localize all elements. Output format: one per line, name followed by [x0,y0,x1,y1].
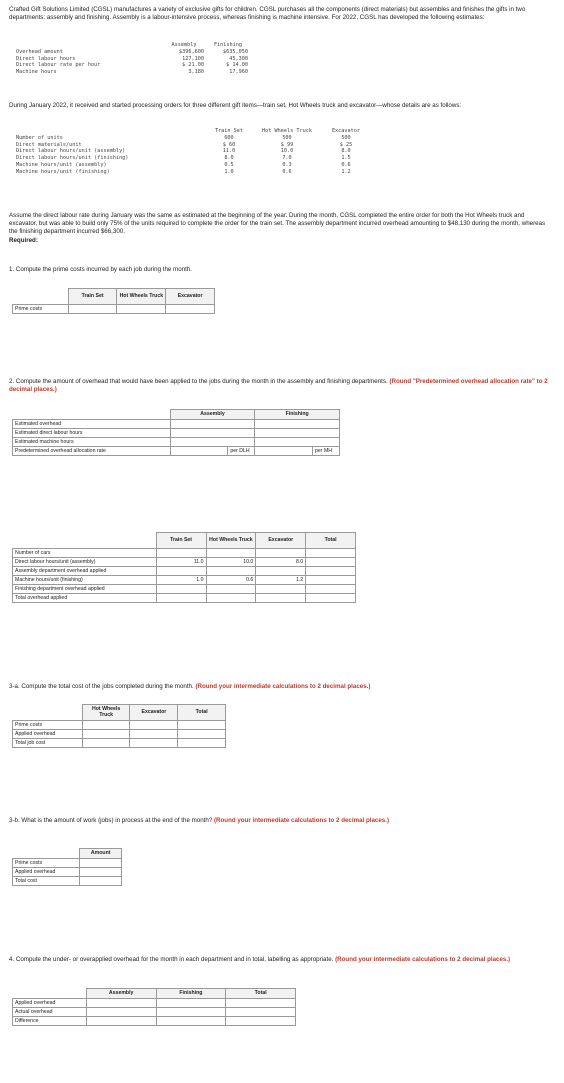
q3b-input-cell[interactable] [80,877,122,886]
q3a-input-cell[interactable] [178,730,226,739]
jobs-value: 11.0 [222,148,236,155]
q2b-input-cell[interactable] [156,567,206,576]
q3b-row-label: Prime costs [13,859,80,868]
jobs-label: Machine hours/unit (assembly) [16,161,107,168]
q2b-input-cell[interactable] [206,549,256,558]
q2b-input-cell[interactable] [256,567,306,576]
estimates-label: Overhead amount [16,48,63,55]
q1-header: Hot Wheels Truck [117,289,166,305]
q4-input-cell[interactable] [86,1008,156,1017]
q2-header: Finishing [255,410,340,420]
q2b-input-cell[interactable] [206,585,256,594]
q2b-row-label: Machine hours/unit (finishing) [13,576,157,585]
q4-text [9,956,549,964]
q2b-input-cell[interactable] [306,594,356,603]
q3a-input-cell[interactable] [130,739,178,748]
jobs-header-excavator: Excavator [331,128,361,134]
q4-row-label: Actual overhead [13,1008,87,1017]
q2b-input-cell[interactable] [306,576,356,585]
q3a-question: 3-a. Compute the total cost of the jobs completed during the month. [9,683,194,690]
q2b-table [12,532,356,603]
q2b-value: 11.0 [156,558,206,567]
q1-header: Train Set [68,289,117,305]
q3a-input-cell[interactable] [82,739,130,748]
q4-input-cell[interactable] [226,1008,296,1017]
q2-row-label: Estimated machine hours [13,438,171,447]
q3b-note: (Round your intermediate calculations to 2 decimal places.) [214,817,390,824]
q4-input-cell[interactable] [156,1008,226,1017]
q4-row-label: Difference [13,1017,87,1026]
jobs-value: 0.6 [282,168,292,175]
q2b-value: 1.0 [156,576,206,585]
q3a-row-label: Total job cost [13,739,83,748]
q4-input-cell[interactable] [226,999,296,1008]
q4-input-cell[interactable] [86,1017,156,1026]
jobs-value: 1.2 [341,168,351,175]
estimates-value: 45,300 [229,55,248,62]
q1-row-label: Prime costs [13,305,69,314]
q2b-input-cell[interactable] [156,585,206,594]
q2b-input-cell[interactable] [256,585,306,594]
jobs-value: 1.5 [341,155,351,162]
q2b-input-cell[interactable] [306,549,356,558]
estimates-label: Direct labour rate per hour [16,62,101,69]
jobs-label: Direct labour hours/unit (assembly) [16,148,126,155]
q3a-input-cell[interactable] [82,730,130,739]
intro-paragraph: Crafted Gift Solutions Limited (CGSL) manufactures a variety of exclusive gifts for children. CGSL purchases all the components (direct materials) but assembles and finishes the gifts in two departments: assembly and finishing. Assembly is a labour-intensive process, whereas finishing is machine intensive. For 2022, CGSL has developed the following estimates: [9,6,526,22]
estimates-table [14,42,250,76]
jobs-header-train-set: Train Set [214,128,244,134]
q2-input-cell[interactable] [255,420,340,429]
q2b-row-label: Total overhead applied [13,594,157,603]
q2-row-label: Estimated overhead [13,420,171,429]
q3b-input-cell[interactable] [80,859,122,868]
jobs-value: 8.0 [341,148,351,155]
q2-header: Assembly [170,410,255,420]
q4-question: 4. Compute the under- or overapplied overhead for the month in each department and in total, labelling as appropriate. [9,956,334,963]
q4-header: Finishing [156,989,226,999]
q3a-input-cell[interactable] [82,721,130,730]
assume-text: Assume the direct labour rate during January was the same as estimated at the beginning of the year. During the month, CGSL completed the entire order for both the Hot Wheels truck and excavator, but was able to build only 75% of the units required to complete the order for the train set. The assembly department incurred overhead amounting to $48,130 during the month, whereas the finishing department incurred $66,300. [9,212,546,236]
q2b-input-cell[interactable] [256,594,306,603]
january-paragraph: During January 2022, it received and started processing orders for three different gift items—train set, Hot Wheels truck and excavator—whose details are as follows: [9,102,462,109]
jobs-value: 0.3 [282,161,292,168]
q2-question: 2. Compute the amount of overhead that would have been applied to the jobs during the month in the assembly and finishing departments. [9,378,388,385]
q4-table [12,988,296,1026]
q2-unit-assembly: per DLH [228,447,255,456]
q4-note: (Round your intermediate calculations to 2 decimal places.) [335,956,511,963]
q3a-header: Excavator [130,705,178,721]
q2b-input-cell[interactable] [306,585,356,594]
estimates-value: 17,960 [229,69,248,76]
q2-input-cell[interactable] [170,438,255,447]
jobs-value: 10.0 [280,148,294,155]
q2-note: (Round "Predetermined overhead allocation rate" to 2 decimal places.) [9,378,548,394]
q4-input-cell[interactable] [156,999,226,1008]
estimates-header-finishing: Finishing [213,42,243,48]
q2b-header: Hot Wheels Truck [206,533,256,549]
jobs-value: 500 [282,134,292,141]
q4-input-cell[interactable] [226,1017,296,1026]
q1-text: 1. Compute the prime costs incurred by each job during the month. [9,266,192,273]
q1-table [12,288,215,314]
q2b-input-cell[interactable] [206,567,256,576]
q2b-header: Train Set [156,533,206,549]
q3a-note: (Round your intermediate calculations to 2 decimal places.) [195,683,371,690]
q2-table [12,409,340,456]
q3a-header: Total [178,705,226,721]
q2b-header: Excavator [256,533,306,549]
q2-row-label: Predetermined overhead allocation rate [13,447,171,456]
q4-header: Total [226,989,296,999]
q4-input-cell[interactable] [86,999,156,1008]
jobs-value: 0.5 [224,161,234,168]
q1-header: Excavator [166,289,215,305]
estimates-header-assembly: Assembly [171,42,197,48]
q1-input-cell[interactable] [117,305,166,314]
q2b-input-cell[interactable] [256,549,306,558]
jobs-label: Direct labour hours/unit (finishing) [16,155,129,162]
estimates-value: 3,180 [188,69,204,76]
jobs-value: 8.0 [224,155,234,162]
q3b-text [9,817,549,825]
q3b-row-label: Total cost [13,877,80,886]
q3a-input-cell[interactable] [178,721,226,730]
estimates-label: Direct labour hours [16,55,76,62]
jobs-value: $ 99 [280,141,294,148]
jobs-label: Number of units [16,134,63,141]
q3a-text [9,683,549,691]
jobs-label: Direct materials/unit [16,141,82,148]
q3b-header: Amount [80,849,122,859]
jobs-value: $ 60 [222,141,236,148]
jobs-label: Machine hours/unit (finishing) [16,168,110,175]
q2b-value: 1.2 [256,576,306,585]
q3b-table [12,848,122,886]
q1-input-cell[interactable] [166,305,215,314]
q2-unit-finishing: per MH [313,447,340,456]
q2-input-cell[interactable] [170,447,228,456]
q2-text [9,378,549,394]
q2b-header: Total [306,533,356,549]
q2b-input-cell[interactable] [156,549,206,558]
q3a-input-cell[interactable] [178,739,226,748]
assume-paragraph [9,212,549,245]
q2-row-label: Estimated direct labour hours [13,429,171,438]
q3a-row-label: Prime costs [13,721,83,730]
q2b-input-cell[interactable] [206,594,256,603]
q2-input-cell[interactable] [170,420,255,429]
q2-input-cell[interactable] [170,429,255,438]
q2b-row-label: Number of cars [13,549,157,558]
jobs-value: 7.0 [282,155,292,162]
q3a-header: Hot Wheels Truck [82,705,130,721]
q2b-row-label: Direct labour hours/unit (assembly) [13,558,157,567]
q2b-input-cell[interactable] [306,558,356,567]
jobs-table [14,128,376,176]
q3b-question: 3-b. What is the amount of work (jobs) in process at the end of the month? [9,817,213,824]
estimates-value: $ 21.00 [182,62,204,69]
q1-input-cell[interactable] [68,305,117,314]
q2-input-cell[interactable] [255,438,340,447]
jobs-value: 1.0 [224,168,234,175]
q3a-input-cell[interactable] [130,730,178,739]
q4-row-label: Applied overhead [13,999,87,1008]
required-heading: Required: [9,236,38,244]
q2b-value: 0.6 [206,576,256,585]
q3a-table [12,704,226,748]
jobs-header-hot-wheels: Hot Wheels Truck [262,128,312,135]
jobs-value: 500 [341,134,351,141]
q4-header: Assembly [86,989,156,999]
q2-input-cell[interactable] [255,447,313,456]
q3a-input-cell[interactable] [130,721,178,730]
q4-input-cell[interactable] [156,1017,226,1026]
jobs-value: $ 25 [339,141,353,148]
jobs-value: 600 [224,134,234,141]
q2b-value: 8.0 [256,558,306,567]
q2b-row-label: Finishing department overhead applied [13,585,157,594]
q3a-row-label: Applied overhead [13,730,83,739]
estimates-value: $396,600 [179,48,204,55]
estimates-value: $635,050 [223,48,248,55]
q2-input-cell[interactable] [255,429,340,438]
q3b-row-label: Applied overhead [13,868,80,877]
q3b-input-cell[interactable] [80,868,122,877]
q2b-input-cell[interactable] [306,567,356,576]
q2b-row-label: Assembly department overhead applied [13,567,157,576]
estimates-label: Machine hours [16,69,57,76]
jobs-value: 0.6 [341,161,351,168]
q2b-value: 10.0 [206,558,256,567]
estimates-value: 127,100 [182,55,204,62]
q2b-input-cell[interactable] [156,594,206,603]
estimates-value: $ 14.00 [226,62,248,69]
